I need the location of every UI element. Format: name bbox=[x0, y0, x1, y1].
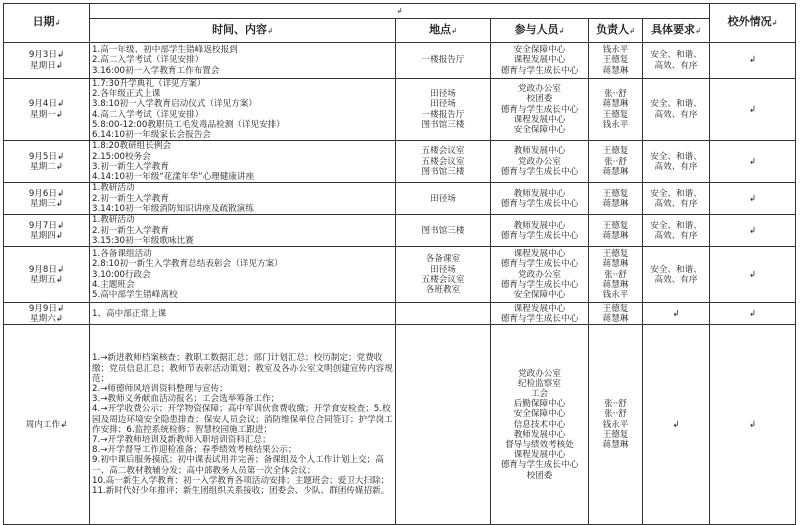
participants-cell-line: 安全保障中心 bbox=[513, 45, 566, 56]
participants-cell-line: 教师发展中心 bbox=[513, 429, 566, 440]
requirements-cell-line: 高效、有序 bbox=[654, 198, 698, 209]
owner-cell-line: 蒋慧琳 bbox=[602, 279, 629, 290]
date-cell-line: 9月9日↲ bbox=[28, 303, 65, 314]
header-content: 时间、内容↲ bbox=[90, 19, 396, 43]
owner-cell-line: 蒋慧琳 bbox=[602, 259, 629, 270]
owner-cell-line: 钱永平 bbox=[602, 290, 629, 301]
requirements-cell bbox=[643, 303, 710, 325]
content-cell bbox=[90, 183, 396, 215]
date-cell-line: 9月5日↲ bbox=[28, 151, 65, 162]
participants-cell-line: 工会 bbox=[530, 389, 549, 399]
content-cell-line: 3.初一新生入学教育 bbox=[92, 161, 169, 172]
participants-cell-line: 课程发展中心 bbox=[513, 450, 566, 461]
participants-cell-line: 党政办公室 bbox=[518, 84, 561, 95]
content-cell-line: 6.14:10初一年级家长会报告会 bbox=[92, 130, 211, 141]
participants-cell-line: 德育与学生成长中心 bbox=[500, 104, 579, 115]
owner-cell-line: 钱永平 bbox=[602, 45, 629, 56]
participants-cell bbox=[491, 325, 589, 525]
location-cell-line: 图书馆三楼 bbox=[421, 119, 465, 130]
table-row bbox=[4, 247, 796, 303]
owner-cell bbox=[589, 141, 643, 183]
owner-cell-line: 王德复 bbox=[602, 303, 629, 314]
external-cell-line: ↲ bbox=[748, 55, 757, 66]
location-cell-line: 一楼报告厅 bbox=[421, 109, 465, 120]
location-cell bbox=[396, 43, 491, 79]
participants-cell-line: 课程发展中心 bbox=[513, 249, 566, 260]
header-date: 日期↲ bbox=[4, 4, 90, 43]
external-cell-line: ↲ bbox=[748, 269, 757, 280]
content-cell-line: 3.16:00初一入学教育工作布置会 bbox=[92, 65, 220, 76]
requirements-cell bbox=[643, 183, 710, 215]
content-cell-line: 5.8:00-12:00教职员工毛发毒品检测（详见安排） bbox=[92, 119, 285, 130]
header-owner: 负责人↲ bbox=[589, 19, 643, 43]
owner-cell bbox=[589, 183, 643, 215]
header-row-top bbox=[4, 4, 796, 19]
header-spacer: ↲ bbox=[90, 4, 710, 19]
participants-cell-line: 课程发展中心 bbox=[513, 55, 566, 66]
owner-cell-line: 王德复 bbox=[602, 109, 629, 120]
location-cell-line: 五楼会议室 bbox=[421, 274, 465, 285]
date-cell-line: 星期五↲ bbox=[30, 274, 63, 285]
content-cell bbox=[90, 303, 396, 325]
content-cell-line: 1.教研活动 bbox=[92, 183, 135, 194]
content-cell-line: 4.高二入学考试（详见安排） bbox=[92, 109, 204, 120]
header-external: 校外情况↲ bbox=[710, 4, 796, 43]
participants-cell-line: 德育与学生成长中心 bbox=[500, 460, 579, 471]
owner-cell-line: 王德复 bbox=[602, 220, 629, 231]
content-cell bbox=[90, 247, 396, 303]
content-cell-line: 2.初一新生入学教育 bbox=[92, 225, 169, 236]
owner-cell-line: 蒋慧琳 bbox=[602, 166, 629, 177]
owner-cell-line: 蒋慧琳 bbox=[602, 230, 629, 241]
participants-cell-line: 德育与学生成长中心 bbox=[500, 259, 579, 270]
external-cell-line: ↲ bbox=[748, 308, 757, 319]
location-cell bbox=[396, 303, 491, 325]
table-row bbox=[4, 325, 796, 525]
table-row bbox=[4, 215, 796, 247]
location-cell-line: 图书馆三楼 bbox=[421, 225, 465, 236]
participants-cell-line: 教师发展中心 bbox=[513, 146, 566, 157]
owner-cell-line: 蒋慧琳 bbox=[602, 99, 629, 110]
participants-cell-line: 督导与绩效考核处 bbox=[505, 440, 574, 451]
table-row bbox=[4, 43, 796, 79]
content-cell-line: 8.→开学督导工作迎检准备；春季绩效考核结果公示； bbox=[92, 445, 297, 456]
date-cell-line: 9月4日↲ bbox=[28, 99, 65, 110]
participants-cell-line: 德育与学生成长中心 bbox=[500, 198, 579, 209]
content-cell bbox=[90, 215, 396, 247]
date-cell-line: 9月8日↲ bbox=[28, 264, 65, 275]
participants-cell-line: 德育与学生成长中心 bbox=[500, 230, 579, 241]
requirements-cell-line: 安全、和谐、 bbox=[650, 50, 702, 61]
external-cell-line: ↲ bbox=[748, 225, 757, 236]
owner-cell-line: 张··舒 bbox=[604, 409, 627, 420]
date-cell bbox=[4, 141, 90, 183]
date-cell bbox=[4, 183, 90, 215]
content-cell-line: 10.高一新生入学教育：初一入学教育各项活动安排；主题班会；爱卫大扫除；11.新时代好少年推评；新生团组织关系接收；团委会、少队、群团传媒招新。 bbox=[92, 475, 390, 496]
external-cell-line: ↲ bbox=[748, 419, 757, 430]
location-cell-line: 五楼会议室 bbox=[421, 146, 465, 157]
participants-cell-line: 后勤保障中心 bbox=[513, 399, 566, 410]
external-cell bbox=[710, 247, 796, 303]
location-cell-line: 各备课室 bbox=[425, 254, 461, 265]
participants-cell-line: 德育与学生成长中心 bbox=[500, 313, 579, 324]
content-cell-line: 2.8:10初一新生入学教育总结表彰会（详见方案） bbox=[92, 259, 283, 270]
location-cell-line: 一楼报告厅 bbox=[421, 55, 465, 66]
owner-cell-line: 张··舒 bbox=[604, 89, 627, 100]
location-cell bbox=[396, 215, 491, 247]
content-cell-line: 1.各备课组活动 bbox=[92, 249, 152, 260]
date-cell-line: 9月3日↲ bbox=[28, 50, 65, 61]
date-cell-line: 9月7日↲ bbox=[28, 220, 65, 231]
participants-cell bbox=[491, 79, 589, 141]
content-cell-line: 2.高二入学考试（详见安排） bbox=[92, 55, 204, 66]
participants-cell-line: 教师发展中心 bbox=[513, 188, 566, 199]
external-cell bbox=[710, 183, 796, 215]
owner-cell-line: 张··舒 bbox=[604, 269, 627, 280]
content-cell-line: 2.各年级正式上课 bbox=[92, 89, 161, 100]
content-cell-line: 4.→开学收费公示；开学物资保障；高中军训伙食费收缴；开学食安检查；5.校园及周边环境安全隐患排查；保安人员会议；消防维保单位合同签订；护学岗工作安排；6.监控系统检修；智慧校园施工跟进； bbox=[92, 404, 393, 435]
requirements-cell bbox=[643, 247, 710, 303]
requirements-cell bbox=[643, 141, 710, 183]
owner-cell bbox=[589, 43, 643, 79]
table-row bbox=[4, 79, 796, 141]
weekly-schedule-table bbox=[3, 3, 796, 525]
location-cell bbox=[396, 247, 491, 303]
header-participants: 参与人员↲ bbox=[491, 19, 589, 43]
participants-cell-line: 安全保障中心 bbox=[513, 290, 566, 301]
header-requirements: 具体要求↲ bbox=[643, 19, 710, 43]
participants-cell-line: 校团委 bbox=[526, 94, 553, 105]
participants-cell bbox=[491, 303, 589, 325]
date-cell bbox=[4, 43, 90, 79]
date-cell-line: 星期六↲ bbox=[30, 313, 63, 324]
requirements-cell-line: 高效、有序 bbox=[654, 109, 698, 120]
participants-cell bbox=[491, 43, 589, 79]
external-cell-line: ↲ bbox=[748, 104, 757, 115]
content-cell-line: 3.8:10初一入学教育启动仪式（详见方案） bbox=[92, 99, 257, 110]
content-cell-line: 1.8:20教研组长例会 bbox=[92, 141, 172, 152]
external-cell bbox=[710, 43, 796, 79]
requirements-cell-line: 安全、和谐、 bbox=[650, 99, 702, 110]
participants-cell-line: 党政办公室 bbox=[518, 269, 561, 280]
content-cell-line: 2.初一新生入学教育 bbox=[92, 193, 169, 204]
location-cell-line: 田径场 bbox=[430, 264, 456, 275]
owner-cell bbox=[589, 247, 643, 303]
owner-cell-line: 王德复 bbox=[602, 55, 629, 66]
location-cell bbox=[396, 325, 491, 525]
participants-cell-line: 党政办公室 bbox=[518, 368, 561, 379]
content-cell bbox=[90, 325, 396, 525]
content-cell-line: 1.→新进教师档案核查；教职工数据汇总；部门计划汇总；校历制定；党费收缴；党员信息汇总；教师节表彰活动策划；教室及各办公室文明创建宣传内容规范； bbox=[92, 353, 393, 384]
requirements-cell bbox=[643, 215, 710, 247]
external-cell bbox=[710, 215, 796, 247]
date-cell-line: 星期日↲ bbox=[30, 60, 63, 71]
participants-cell-line: 安全保障中心 bbox=[513, 409, 566, 420]
date-cell-line: 9月6日↲ bbox=[28, 188, 65, 199]
participants-cell bbox=[491, 215, 589, 247]
requirements-cell-line: 高效、有序 bbox=[654, 230, 698, 241]
participants-cell-line: 纪检监察室 bbox=[518, 378, 561, 389]
content-cell-line: 3.15:30初一年级歌咏比赛 bbox=[92, 235, 194, 246]
content-cell bbox=[90, 141, 396, 183]
requirements-cell-line: ↲ bbox=[672, 308, 680, 319]
date-cell bbox=[4, 79, 90, 141]
location-cell-line: 田径场 bbox=[430, 193, 456, 204]
owner-cell-line: 蒋慧琳 bbox=[602, 198, 629, 209]
content-cell-line: 3.14:10初一年级消防知识讲座及疏散演练 bbox=[92, 203, 254, 214]
requirements-cell bbox=[643, 325, 710, 525]
table-row bbox=[4, 183, 796, 215]
participants-cell-line: 德育与学生成长中心 bbox=[500, 166, 579, 177]
requirements-cell bbox=[643, 79, 710, 141]
date-cell bbox=[4, 325, 90, 525]
owner-cell-line: 张··舒 bbox=[604, 156, 627, 167]
participants-cell bbox=[491, 247, 589, 303]
date-cell-line: 周内工作↲ bbox=[25, 419, 68, 430]
content-cell-line: 7.→开学教师培训及新教师入职培训资料汇总； bbox=[92, 434, 271, 445]
owner-cell-line: 王德复 bbox=[602, 188, 629, 199]
owner-cell-line: 王德复 bbox=[602, 146, 629, 157]
external-cell bbox=[710, 325, 796, 525]
participants-cell-line: 信息技术中心 bbox=[513, 419, 566, 430]
date-cell bbox=[4, 303, 90, 325]
participants-cell-line: 课程发展中心 bbox=[513, 303, 566, 314]
header-location: 地点↲ bbox=[396, 19, 491, 43]
external-cell bbox=[710, 79, 796, 141]
date-cell-line: 星期二↲ bbox=[30, 161, 63, 172]
owner-cell-line: 钱永平 bbox=[602, 119, 629, 130]
owner-cell-line: 王德复 bbox=[602, 249, 629, 260]
participants-cell bbox=[491, 183, 589, 215]
location-cell bbox=[396, 183, 491, 215]
content-cell-line: 1.教研活动 bbox=[92, 215, 135, 226]
participants-cell-line: 教师发展中心 bbox=[513, 220, 566, 231]
content-cell-line: 5.高中部学生错峰离校 bbox=[92, 290, 178, 301]
requirements-cell-line: 安全、和谐、 bbox=[650, 220, 702, 231]
requirements-cell-line: ↲ bbox=[672, 419, 680, 430]
external-cell-line: ↲ bbox=[748, 193, 757, 204]
location-cell bbox=[396, 141, 491, 183]
content-cell-line: 1、高中部正常上课 bbox=[92, 308, 167, 319]
content-cell-line: 4.主题班会 bbox=[92, 279, 135, 290]
location-cell-line: 图书馆三楼 bbox=[421, 166, 465, 177]
table-row bbox=[4, 303, 796, 325]
participants-cell-line: 校团委 bbox=[526, 470, 553, 481]
location-cell-line: 田径场 bbox=[430, 99, 456, 110]
content-cell-line: 3.10:00行政会 bbox=[92, 269, 151, 280]
date-cell bbox=[4, 247, 90, 303]
requirements-cell-line: 安全、和谐、 bbox=[650, 151, 702, 162]
external-cell bbox=[710, 141, 796, 183]
owner-cell bbox=[589, 325, 643, 525]
participants-cell-line: 安全保障中心 bbox=[513, 124, 566, 135]
participants-cell-line: 课程发展中心 bbox=[513, 114, 566, 125]
table-row bbox=[4, 141, 796, 183]
owner-cell-line: 张··舒 bbox=[604, 399, 627, 410]
participants-cell-line: 德育与学生成长中心 bbox=[500, 65, 579, 76]
date-cell-line: 星期四↲ bbox=[30, 230, 63, 241]
requirements-cell bbox=[643, 43, 710, 79]
participants-cell-line: 党政办公室 bbox=[518, 156, 561, 167]
owner-cell bbox=[589, 79, 643, 141]
owner-cell-line: 蒋慧琳 bbox=[602, 65, 629, 76]
content-cell-line: 9.初中课后服务摸底；初中课表试用并完善；备课组及个人工作计划上交；高一、高二教材教辅分发；高中部教务人员第一次全体会议； bbox=[92, 455, 384, 476]
owner-cell-line: 蒋慧琳 bbox=[602, 313, 629, 324]
header-row bbox=[4, 19, 796, 43]
content-cell-line: 4.14:10初一年级“花漾年华”心理健康讲座 bbox=[92, 171, 255, 182]
schedule-rows bbox=[4, 43, 796, 525]
owner-cell bbox=[589, 303, 643, 325]
location-cell-line: 五楼会议室 bbox=[421, 156, 465, 167]
content-cell bbox=[90, 43, 396, 79]
content-cell-line: 1.高一年级、初中部学生错峰返校报到 bbox=[92, 45, 238, 56]
content-cell-line: 2.→师德师风培训资料整理与宣传； bbox=[92, 383, 228, 394]
requirements-cell-line: 高效、有序 bbox=[654, 274, 698, 285]
date-cell bbox=[4, 215, 90, 247]
requirements-cell-line: 安全、和谐、 bbox=[650, 264, 702, 275]
content-cell-line: 1.7:30升学典礼（详见方案） bbox=[92, 79, 206, 89]
location-cell-line: 田径场 bbox=[430, 89, 456, 100]
location-cell bbox=[396, 79, 491, 141]
date-cell-line: 星期三↲ bbox=[30, 198, 63, 209]
owner-cell bbox=[589, 215, 643, 247]
requirements-cell-line: 高效、有序 bbox=[654, 161, 698, 172]
owner-cell-line: 蒋慧琳 bbox=[602, 440, 629, 451]
requirements-cell-line: 安全、和谐、 bbox=[650, 188, 702, 199]
content-cell-line: 3.→教师义务献血活动报名；工会选举筹备工作； bbox=[92, 394, 280, 405]
external-cell-line: ↲ bbox=[748, 156, 757, 167]
location-cell-line: 各班教室 bbox=[425, 284, 461, 295]
participants-cell bbox=[491, 141, 589, 183]
date-cell-line: 星期一↲ bbox=[30, 109, 63, 120]
owner-cell-line: 钱永平 bbox=[602, 419, 629, 430]
external-cell bbox=[710, 303, 796, 325]
owner-cell-line: 王德复 bbox=[602, 429, 629, 440]
participants-cell-line: 德育与学生成长中心 bbox=[500, 279, 579, 290]
requirements-cell-line: 高效、有序 bbox=[654, 60, 698, 71]
content-cell-line: 2.15:00校务会 bbox=[92, 151, 151, 162]
content-cell bbox=[90, 79, 396, 141]
